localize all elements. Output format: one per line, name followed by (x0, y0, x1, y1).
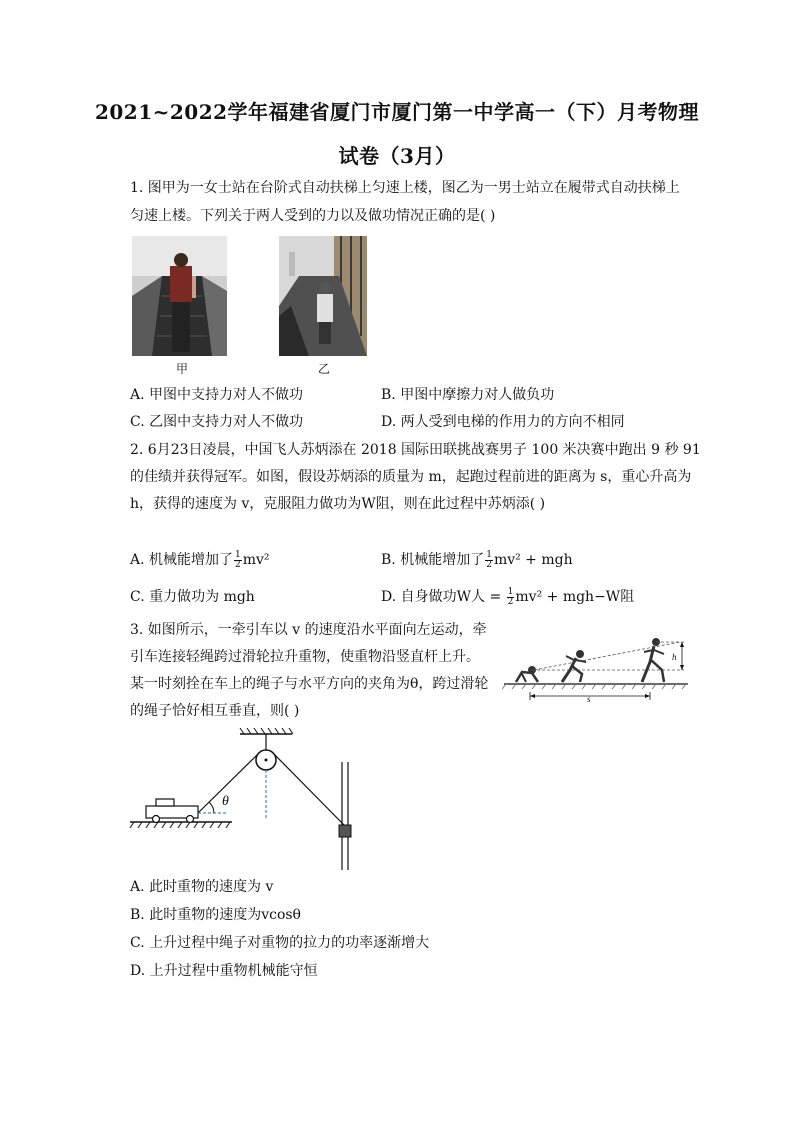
pulley-traction-figure (128, 728, 368, 870)
q1-option-b[interactable]: B. 甲图中摩擦力对人做负功 (381, 387, 555, 403)
fraction-one-half: $\frac{1}{2}$ (235, 549, 241, 570)
exam-title-line-1: 2021~2022学年福建省厦门市厦门第一中学高一（下）月考物理 (94, 100, 700, 124)
escalator-photo-a (132, 236, 227, 356)
q1-stem-line-2: 匀速上楼。下列关于两人受到的力以及做功情况正确的是( ) (130, 208, 496, 224)
q2-option-d-prefix: D. 自身做功W人 = (381, 589, 506, 605)
q2-option-c[interactable]: C. 重力做功为 mgh (130, 589, 255, 605)
moving-walkway-photo-b (279, 236, 367, 356)
moving-walkway-photo-b-drawing (279, 236, 367, 356)
q2-stem-line-3: h，获得的速度为 v，克服阻力做功为W阻，则在此过程中苏炳添( ) (130, 496, 546, 512)
q3-option-b[interactable]: B. 此时重物的速度为vcosθ (130, 907, 301, 923)
q1-option-a[interactable]: A. 甲图中支持力对人不做功 (130, 387, 304, 403)
q3-option-d[interactable]: D. 上升过程中重物机械能守恒 (130, 963, 318, 979)
photo-b-caption: 乙 (318, 362, 331, 376)
q3-stem-line-1: 3. 如图所示，一牵引车以 v 的速度沿水平面向左运动，牵 (130, 622, 487, 638)
q2-stem-line-1: 2. 6月23日凌晨，中国飞人苏炳添在 2018 国际田联挑战赛男子 100 米决赛中跑出 9 秒 91 (130, 442, 701, 458)
q2-stem-line-2: 的佳绩并获得冠军。如图，假设苏炳添的质量为 m，起跑过程前进的距离为 s，重心升高为 (130, 469, 692, 485)
fraction-one-half: $\frac{1}{2}$ (486, 549, 492, 570)
q1-stem-line-1: 1. 图甲为一女士站在台阶式自动扶梯上匀速上楼，图乙为一男士站立在履带式自动扶梯上 (130, 180, 680, 196)
q2-option-a[interactable] (130, 550, 270, 570)
q3-option-c[interactable]: C. 上升过程中绳子对重物的拉力的功率逐渐增大 (130, 935, 430, 951)
exam-title-line-2: 试卷（3月） (338, 144, 456, 168)
distance-label-s: s (587, 694, 591, 704)
q1-option-d[interactable]: D. 两人受到电梯的作用力的方向不相同 (381, 414, 625, 430)
escalator-photo-a-drawing (132, 236, 227, 356)
q2-option-d-suffix: mv² + mgh−W阻 (515, 589, 635, 605)
q2-option-b-suffix: mv² + mgh (493, 552, 573, 568)
q1-option-c[interactable]: C. 乙图中支持力对人不做功 (130, 414, 304, 430)
q3-stem-line-4: 的绳子恰好相互垂直，则( ) (130, 703, 300, 719)
q2-option-a-prefix: A. 机械能增加了 (130, 552, 234, 568)
q2-option-d[interactable] (381, 587, 634, 607)
q2-option-b-prefix: B. 机械能增加了 (381, 552, 485, 568)
q2-option-a-suffix: mv² (242, 552, 270, 568)
q3-stem-line-2: 引车连接轻绳跨过滑轮拉升重物，使重物沿竖直杆上升。 (130, 649, 480, 665)
q3-stem-line-3: 某一时刻拴在车上的绳子与水平方向的夹角为θ，跨过滑轮 (130, 676, 489, 692)
q3-option-a[interactable]: A. 此时重物的速度为 v (130, 879, 274, 895)
sprinter-start-figure (502, 632, 692, 708)
angle-theta-label: θ (222, 794, 229, 809)
fraction-one-half: $\frac{1}{2}$ (507, 586, 514, 607)
height-label-h: h (672, 652, 677, 662)
q2-option-b[interactable] (381, 550, 573, 570)
photo-a-caption: 甲 (176, 362, 189, 376)
